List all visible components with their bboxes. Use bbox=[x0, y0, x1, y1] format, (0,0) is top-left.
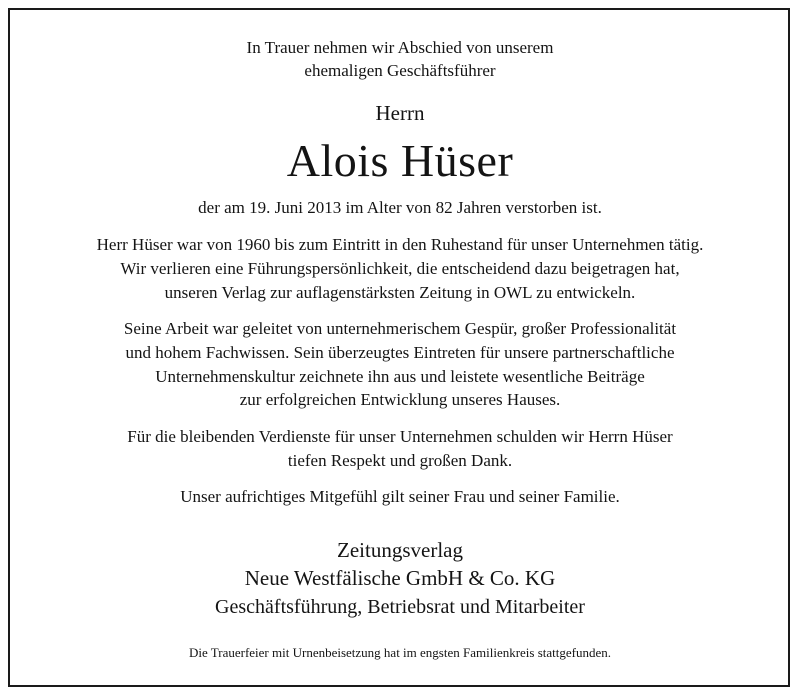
salutation: Herrn bbox=[375, 101, 425, 125]
signature-line-1: Zeitungsverlag bbox=[337, 538, 463, 562]
paragraph4: Unser aufrichtiges Mitgefühl gilt seiner Frau und seiner Familie. bbox=[180, 487, 620, 506]
paragraph2-line-3: Unternehmenskultur zeichnete ihn aus und leistete wesentliche Beiträge bbox=[155, 367, 645, 386]
paragraph2-line-4: zur erfolgreichen Entwicklung unseres Hauses. bbox=[239, 390, 561, 409]
intro-line-2: ehemaligen Geschäftsführer bbox=[304, 61, 496, 80]
death-line: der am 19. Juni 2013 im Alter von 82 Jahren verstorben ist. bbox=[198, 198, 602, 217]
footer-note: Die Trauerfeier mit Urnenbeisetzung hat im engsten Familienkreis stattgefunden. bbox=[188, 645, 612, 660]
paragraph1-line-3: unseren Verlag zur auflagenstärksten Zeitung in OWL zu entwickeln. bbox=[164, 283, 636, 302]
deceased-name: Alois Hüser bbox=[286, 135, 514, 186]
paragraph2-line-1: Seine Arbeit war geleitet von unternehmerischem Gespür, großer Professionalität bbox=[123, 319, 677, 338]
paragraph3-line-2: tiefen Respekt und großen Dank. bbox=[287, 451, 513, 470]
signature-line-2: Neue Westfälische GmbH & Co. KG bbox=[244, 566, 556, 590]
paragraph1-line-1: Herr Hüser war von 1960 bis zum Eintritt in den Ruhestand für unser Unternehmen tätig. bbox=[96, 235, 704, 254]
paragraph2-line-2: und hohem Fachwissen. Sein überzeugtes Eintreten für unsere partnerschaftliche bbox=[125, 343, 675, 362]
paragraph1-line-2: Wir verlieren eine Führungspersönlichkeit, die entscheidend dazu beigetragen hat, bbox=[120, 259, 680, 278]
signature-line-3: Geschäftsführung, Betriebsrat und Mitarbeiter bbox=[215, 596, 585, 618]
intro-line-1: In Trauer nehmen wir Abschied von unserem bbox=[246, 38, 554, 57]
paragraph3-line-1: Für die bleibenden Verdienste für unser Unternehmen schulden wir Herrn Hüser bbox=[127, 427, 673, 446]
